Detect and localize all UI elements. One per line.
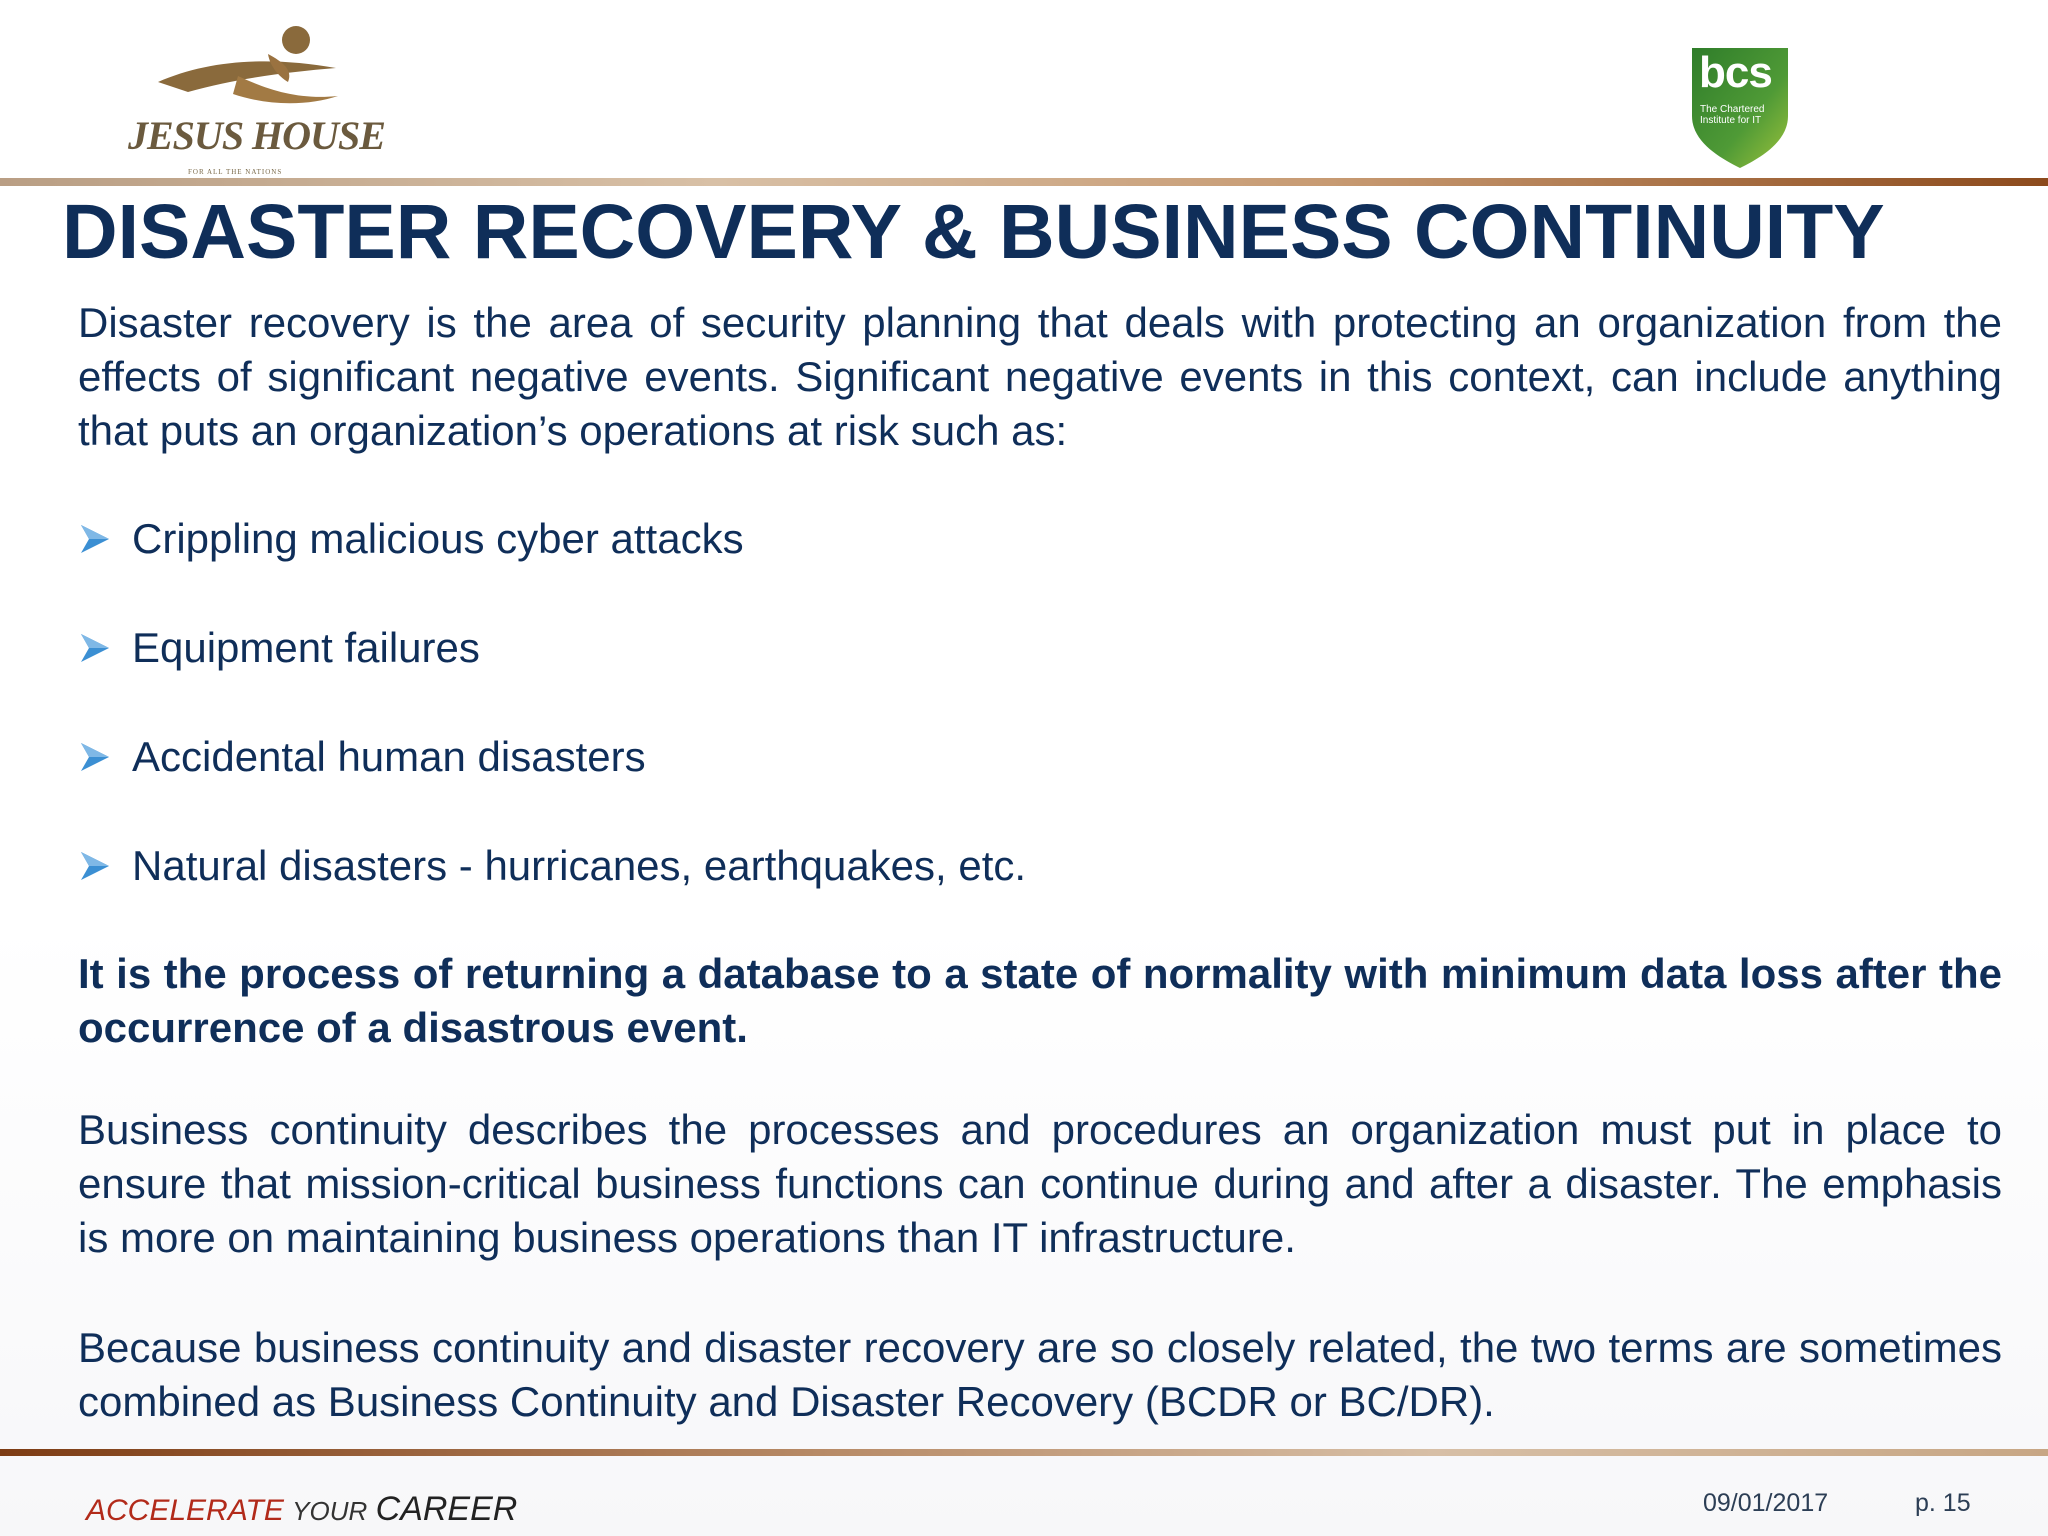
slide-title: DISASTER RECOVERY & BUSINESS CONTINUITY xyxy=(62,189,1885,275)
list-item-text: Natural disasters - hurricanes, earthquakes, etc. xyxy=(132,842,1027,889)
slogan-your: YOUR xyxy=(292,1496,368,1526)
arrow-bullet-icon xyxy=(78,740,112,774)
header-divider xyxy=(0,178,2048,186)
bcdr-paragraph: Because business continuity and disaster recovery are so closely related, the two terms are sometimes combined as Business Continuity and Disaster Recovery (BCDR or BC/DR). xyxy=(78,1324,2002,1425)
page-number: p. 15 xyxy=(1915,1489,1971,1517)
footer-divider xyxy=(0,1449,2048,1456)
slogan-career: CAREER xyxy=(375,1490,518,1528)
emphasis-paragraph: It is the process of returning a database to a state of normality with minimum data loss after the occurrence of a disastrous event. xyxy=(78,950,2002,1051)
list-item xyxy=(78,730,2002,784)
jesus-house-wordmark: JESUS HOUSE xyxy=(128,113,385,158)
intro-paragraph: Disaster recovery is the area of security planning that deals with protecting an organization from the effects of significant negative events. Significant negative events in this context, can include anything that puts an organization’s operations at risk such as: xyxy=(78,299,2002,454)
footer-date: 09/01/2017 xyxy=(1703,1489,1829,1517)
list-item-text: Equipment failures xyxy=(132,624,480,671)
jesus-house-emblem-icon xyxy=(118,20,390,120)
bcs-logo xyxy=(1690,46,1790,170)
arrow-bullet-icon xyxy=(78,631,112,665)
business-continuity-paragraph: Business continuity describes the processes and procedures an organization must put in place to ensure that mission-critical business functions can continue during and after a disaster. The emphasis is more on maintaining business operations than IT infrastructure. xyxy=(78,1106,2002,1261)
arrow-bullet-icon xyxy=(78,522,112,556)
list-item xyxy=(78,839,2002,893)
footer-slogan xyxy=(86,1490,517,1529)
risk-list xyxy=(78,512,2002,893)
list-item-text: Accidental human disasters xyxy=(132,733,646,780)
slogan-accelerate: ACCELERATE xyxy=(86,1494,284,1527)
jesus-house-tagline: FOR ALL THE NATIONS xyxy=(188,168,283,176)
bcs-wordmark: bcs xyxy=(1699,48,1772,97)
slide-body xyxy=(78,296,2002,1429)
list-item xyxy=(78,621,2002,675)
bcs-tagline: The Chartered Institute for IT xyxy=(1700,104,1765,126)
list-item-text: Crippling malicious cyber attacks xyxy=(132,515,744,562)
jesus-house-logo xyxy=(118,20,390,176)
arrow-bullet-icon xyxy=(78,849,112,883)
list-item xyxy=(78,512,2002,566)
